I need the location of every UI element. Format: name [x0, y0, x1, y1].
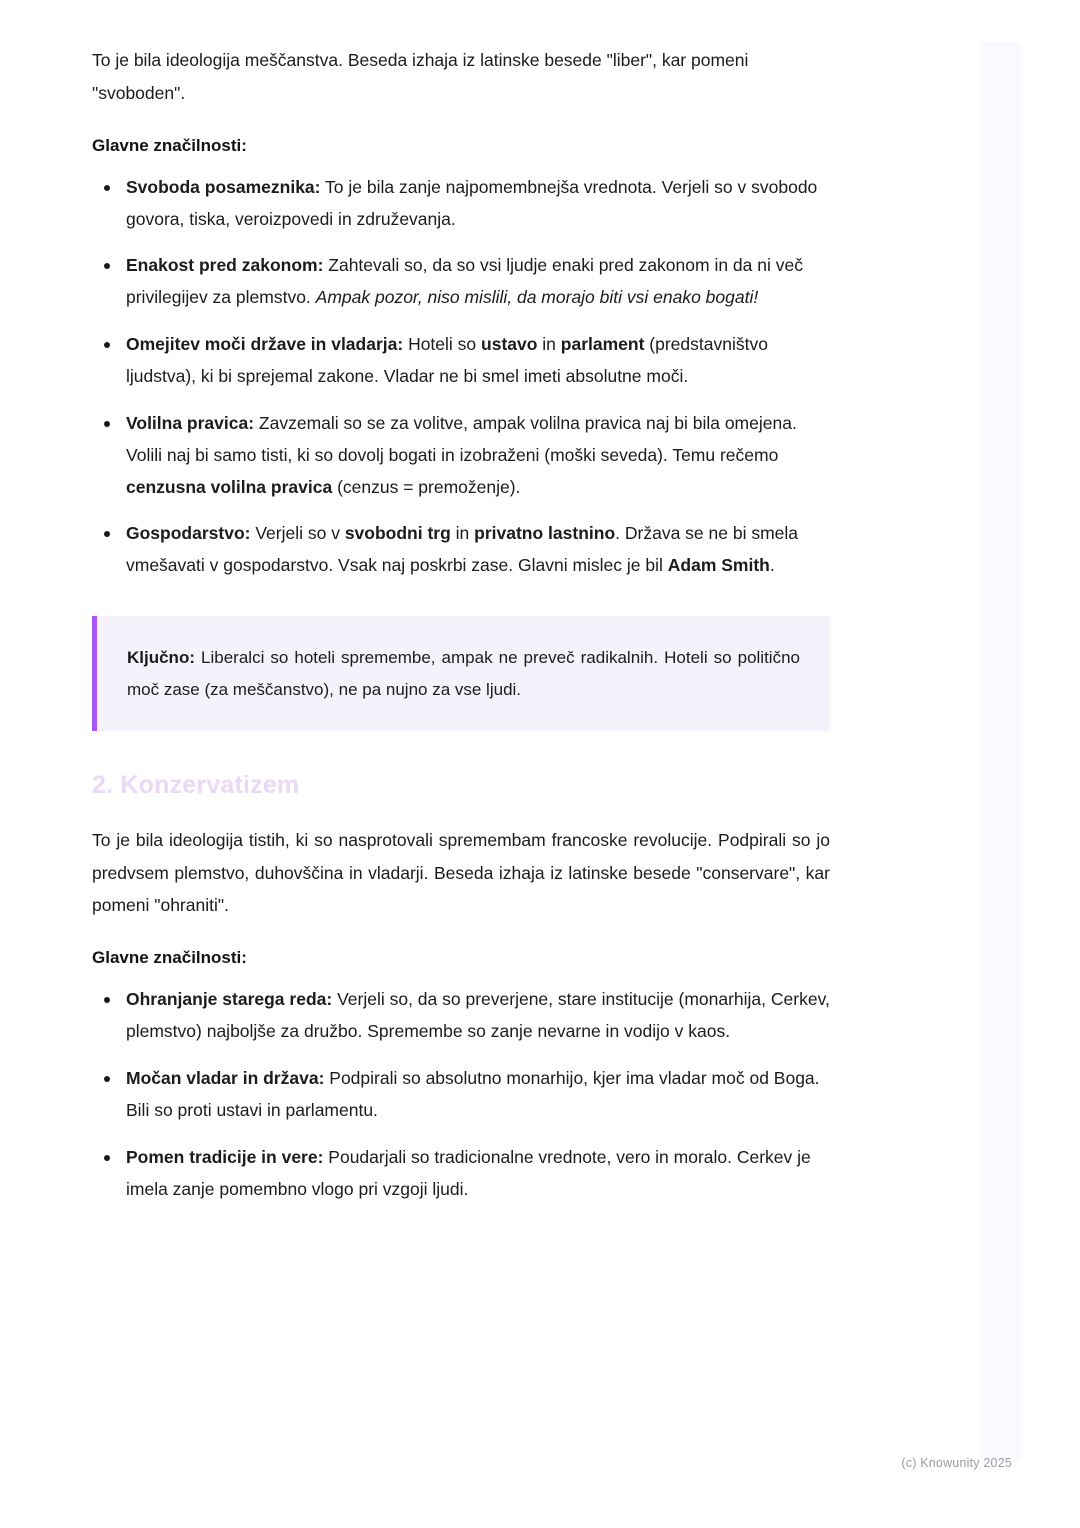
key-callout [92, 616, 830, 731]
section-title-konzervatizem: 2. Konzervatizem [92, 770, 300, 799]
list-item-term: Volilna pravica: [126, 412, 255, 433]
page-side-band [980, 42, 1022, 1462]
list-item-text: Verjeli so, da so preverjene, stare institucije (monarhija, Cerkev, plemstvo) najboljše za družbo. Spremembe so zanje nevarne in vodijo v kaos. [126, 989, 830, 1042]
section-two-features-heading: Glavne značilnosti: [92, 948, 247, 968]
list-item-term: Ohranjanje starega reda: [126, 989, 333, 1010]
inline-emphasis: ustavo [481, 334, 538, 355]
list-item [92, 984, 830, 1048]
callout-label: Ključno: [127, 648, 195, 668]
list-item-text: Hoteli so ustavo in parlament (predstavništvo ljudstva), ki bi sprejemal zakone. Vladar ne bi smel imeti absolutne moči. [126, 334, 768, 386]
list-item [92, 1063, 830, 1127]
inline-emphasis: privatno lastnino [474, 523, 616, 544]
list-item-text: Verjeli so v svobodni trg in privatno lastnino. Država se ne bi smela vmešavati v gospodarstvo. Vsak naj poskrbi zase. Glavni mislec je bil Adam Smith. [126, 523, 798, 576]
liberalism-bullet-list [92, 172, 830, 582]
footer-copyright: (c) Knowunity 2025 [901, 1456, 1012, 1470]
list-item [92, 250, 830, 314]
list-item-term: Gospodarstvo: [126, 523, 251, 544]
list-item-term: Pomen tradicije in vere: [126, 1146, 324, 1167]
intro-paragraph: To je bila ideologija meščanstva. Beseda izhaja iz latinske besede "liber", kar pomeni "svoboden". [92, 50, 749, 103]
list-item-italic-note: Ampak pozor, niso mislili, da morajo biti vsi enako bogati! [315, 287, 759, 308]
inline-emphasis: Adam Smith [667, 555, 770, 576]
list-item-text: Zavzemali so se za volitve, ampak volilna pravica naj bi bila omejena. Volili naj bi samo tisti, ki so dovolj bogati in izobraženi (moški seveda). Temu rečemo cenzusna volilna pravica (cenzus = premoženje). [126, 412, 797, 497]
list-item-text: Zahtevali so, da so vsi ljudje enaki pred zakonom in da ni več privilegijev za plemstvo. [126, 255, 803, 308]
list-item-term: Enakost pred zakonom: [126, 255, 324, 276]
list-item-term: Omejitev moči države in vladarja: [126, 334, 404, 355]
list-item-term: Močan vladar in država: [126, 1068, 325, 1089]
inline-emphasis: cenzusna volilna pravica [126, 476, 333, 497]
list-item [92, 408, 830, 504]
document-content [92, 44, 830, 1231]
callout-text: Liberalci so hoteli spremembe, ampak ne preveč radikalnih. Hoteli so politično moč zase (za meščanstvo), ne pa nujno za vse ljudi. [127, 648, 800, 700]
list-item-text: Poudarjali so tradicionalne vrednote, vero in moralo. Cerkev je imela zanje pomembno vlogo pri vzgoji ljudi. [126, 1146, 811, 1199]
list-item-text: To je bila zanje najpomembnejša vrednota. Verjeli so v svobodo govora, tiska, veroizpovedi in združevanja. [126, 176, 818, 229]
conservatism-bullet-list [92, 984, 830, 1205]
section-two-paragraph: To je bila ideologija tistih, ki so nasprotovali spremembam francoske revolucije. Podpirali so jo predvsem plemstvo, duhovščina in vladarji. Beseda izhaja iz latinske besede "conservare", kar pomeni "ohraniti". [92, 829, 830, 916]
features-heading: Glavne značilnosti: [92, 135, 247, 155]
list-item [92, 172, 830, 236]
list-item-text: Podpirali so absolutno monarhijo, kjer ima vladar moč od Boga. Bili so proti ustavi in parlamentu. [126, 1068, 820, 1120]
list-item [92, 518, 830, 582]
list-item-term: Svoboda posameznika: [126, 176, 321, 197]
inline-emphasis: parlament [560, 334, 645, 355]
inline-emphasis: svobodni trg [344, 523, 451, 544]
list-item [92, 329, 830, 393]
list-item [92, 1142, 830, 1206]
